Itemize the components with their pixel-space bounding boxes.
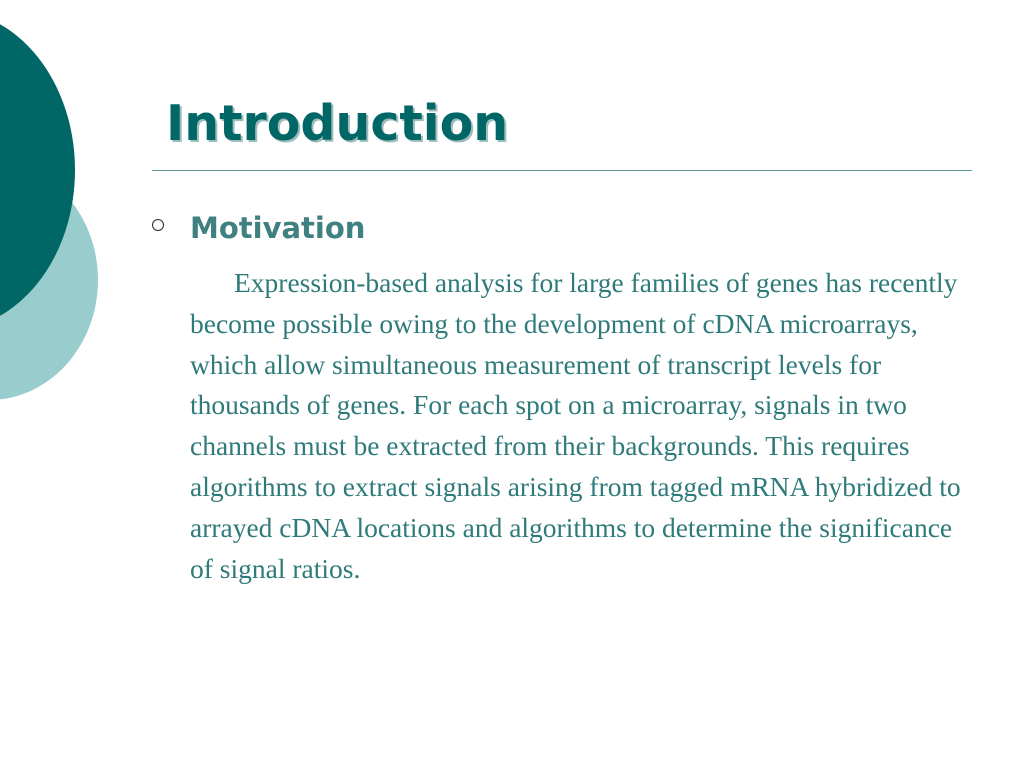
slide-title: Introduction — [166, 95, 509, 152]
hollow-circle-bullet-icon — [152, 219, 164, 231]
title-divider — [152, 170, 972, 171]
body-paragraph: Expression-based analysis for large families of genes has recently become possible owing to the development of cDNA microarrays, which allow simultaneous measurement of transcript levels for thousands of genes. For each spot on a microarray, signals in two channels must be extracted from their backgrounds. This requires algorithms to extract signals arising from tagged mRNA hybridized to arrayed cDNA locations and algorithms to determine the significance of signal ratios. — [190, 267, 961, 584]
bullet-heading: Motivation — [190, 211, 366, 245]
